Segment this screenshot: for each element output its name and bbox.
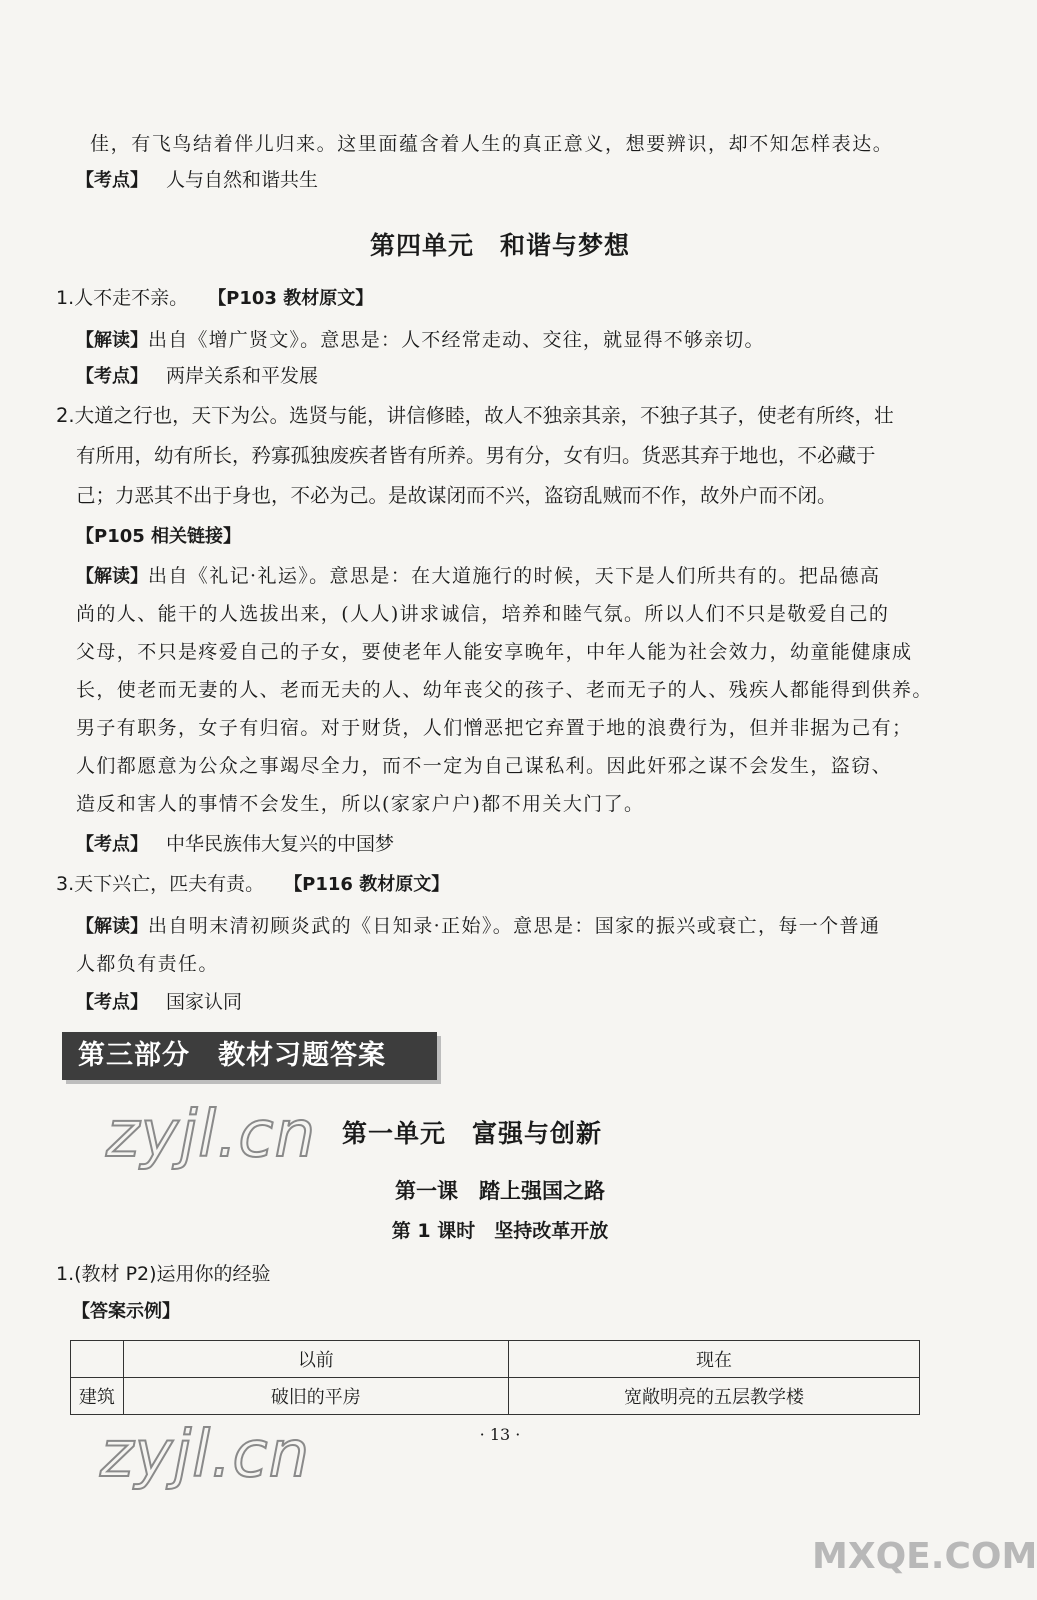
kaodian-text: 国家认同 — [166, 991, 243, 1013]
item1-kaodian — [76, 362, 318, 391]
kaodian-text: 两岸关系和平发展 — [166, 365, 319, 387]
item2-tag: 【P105 相关链接】 — [76, 526, 242, 547]
kaodian-label: 【考点】 — [76, 366, 148, 387]
kaodian-label: 【考点】 — [76, 992, 148, 1013]
item2-jiedu-1 — [76, 562, 880, 591]
item2-line-3: 己；力恶其不出于身也，不必为己。是故谋闭而不兴，盗窃乱贼而不作，故外户而不闭。 — [76, 484, 837, 507]
table-cell: 破旧的平房 — [123, 1378, 508, 1415]
period-title: 第 1 课时 坚持改革开放 — [391, 1220, 609, 1242]
item1-jiedu — [76, 326, 765, 355]
item3-jiedu-2: 人都负有责任。 — [76, 953, 219, 975]
table-header-cell: 现在 — [508, 1341, 919, 1378]
jiedu-label: 【解读】 — [76, 566, 148, 587]
part3-unit-title: 第一单元 富强与创新 — [342, 1119, 603, 1148]
item2-line-2: 有所用，幼有所长，矜寡孤独废疾者皆有所养。男有分，女有归。货恶其弃于地也，不必藏于 — [76, 444, 876, 467]
table-cell: 宽敞明亮的五层教学楼 — [508, 1378, 919, 1415]
table-header-row — [71, 1341, 920, 1378]
table-row — [71, 1378, 920, 1415]
table-header-cell — [71, 1341, 124, 1378]
item2-line-1: 2.大道之行也，天下为公。选贤与能，讲信修睦，故人不独亲其亲，不独子其子，使老有所终，壮 — [56, 404, 894, 427]
kaodian-row — [76, 166, 318, 195]
item2-jiedu-3: 父母，不只是疼爱自己的子女，要使老年人能安享晚年，中年人能为社会效力，幼童能健康成 — [76, 641, 913, 663]
continuation-text: 佳，有飞鸟结着伴儿归来。这里面蕴含着人生的真正意义，想要辨识，却不知怎样表达。 — [90, 133, 894, 155]
item1-heading — [56, 284, 373, 313]
watermark-stamp: MXQE.COM — [812, 1536, 1037, 1577]
watermark-logo-2: zyjl.cn — [100, 1418, 311, 1492]
item2-jiedu-4: 长，使老而无妻的人、老而无夫的人、幼年丧父的孩子、老而无子的人、残疾人都能得到供养。 — [76, 679, 933, 701]
item2-jiedu-5: 男子有职务，女子有归宿。对于财货，人们憎恶把它弃置于地的浪费行为，但并非据为己有； — [76, 717, 913, 739]
part3-banner: 第三部分 教材习题答案 — [62, 1032, 437, 1080]
question-1: 1.(教材 P2)运用你的经验 — [56, 1263, 271, 1285]
item1-tag: 【P103 教材原文】 — [208, 288, 374, 309]
item2-jiedu-7: 造反和害人的事情不会发生，所以(家家户户)都不用关大门了。 — [76, 793, 645, 815]
jiedu-text: 出自明末清初顾炎武的《日知录·正始》。意思是：国家的振兴或衰亡，每一个普通 — [148, 915, 881, 937]
item2-jiedu-6: 人们都愿意为公众之事竭尽全力，而不一定为自己谋私利。因此奸邪之谋不会发生，盗窃、 — [76, 755, 893, 777]
item3-kaodian — [76, 988, 242, 1017]
item3-text: 3.天下兴亡，匹夫有责。 — [56, 873, 265, 895]
item2-kaodian — [76, 830, 394, 859]
jiedu-label: 【解读】 — [76, 330, 148, 351]
jiedu-text: 出自《礼记·礼运》。意思是：在大道施行的时候，天下是人们所共有的。把品德高 — [148, 565, 881, 587]
lesson-title: 第一课 踏上强国之路 — [395, 1179, 605, 1203]
kaodian-label: 【考点】 — [76, 834, 148, 855]
answer-label: 【答案示例】 — [72, 1301, 180, 1322]
item2-jiedu-2: 尚的人、能干的人选拔出来，(人人)讲求诚信，培养和睦气氛。所以人们不只是敬爱自己的 — [76, 603, 890, 625]
item3-jiedu-1 — [76, 912, 880, 941]
item3-tag: 【P116 教材原文】 — [284, 874, 450, 895]
table-header-cell: 以前 — [123, 1341, 508, 1378]
item1-text: 1.人不走不亲。 — [56, 287, 189, 309]
jiedu-label: 【解读】 — [76, 916, 148, 937]
watermark-logo-1: zyjl.cn — [106, 1098, 317, 1172]
answer-table — [70, 1340, 920, 1415]
jiedu-text: 出自《增广贤文》。意思是：人不经常走动、交往，就显得不够亲切。 — [148, 329, 765, 351]
kaodian-text: 中华民族伟大复兴的中国梦 — [166, 833, 395, 855]
page-number: · 13 · — [479, 1425, 521, 1444]
kaodian-label: 【考点】 — [76, 170, 148, 191]
item2-tag-row — [76, 522, 241, 551]
item3-heading — [56, 870, 449, 899]
kaodian-text: 人与自然和谐共生 — [166, 169, 319, 191]
table-cell: 建筑 — [71, 1378, 124, 1415]
unit4-title: 第四单元 和谐与梦想 — [369, 231, 630, 260]
